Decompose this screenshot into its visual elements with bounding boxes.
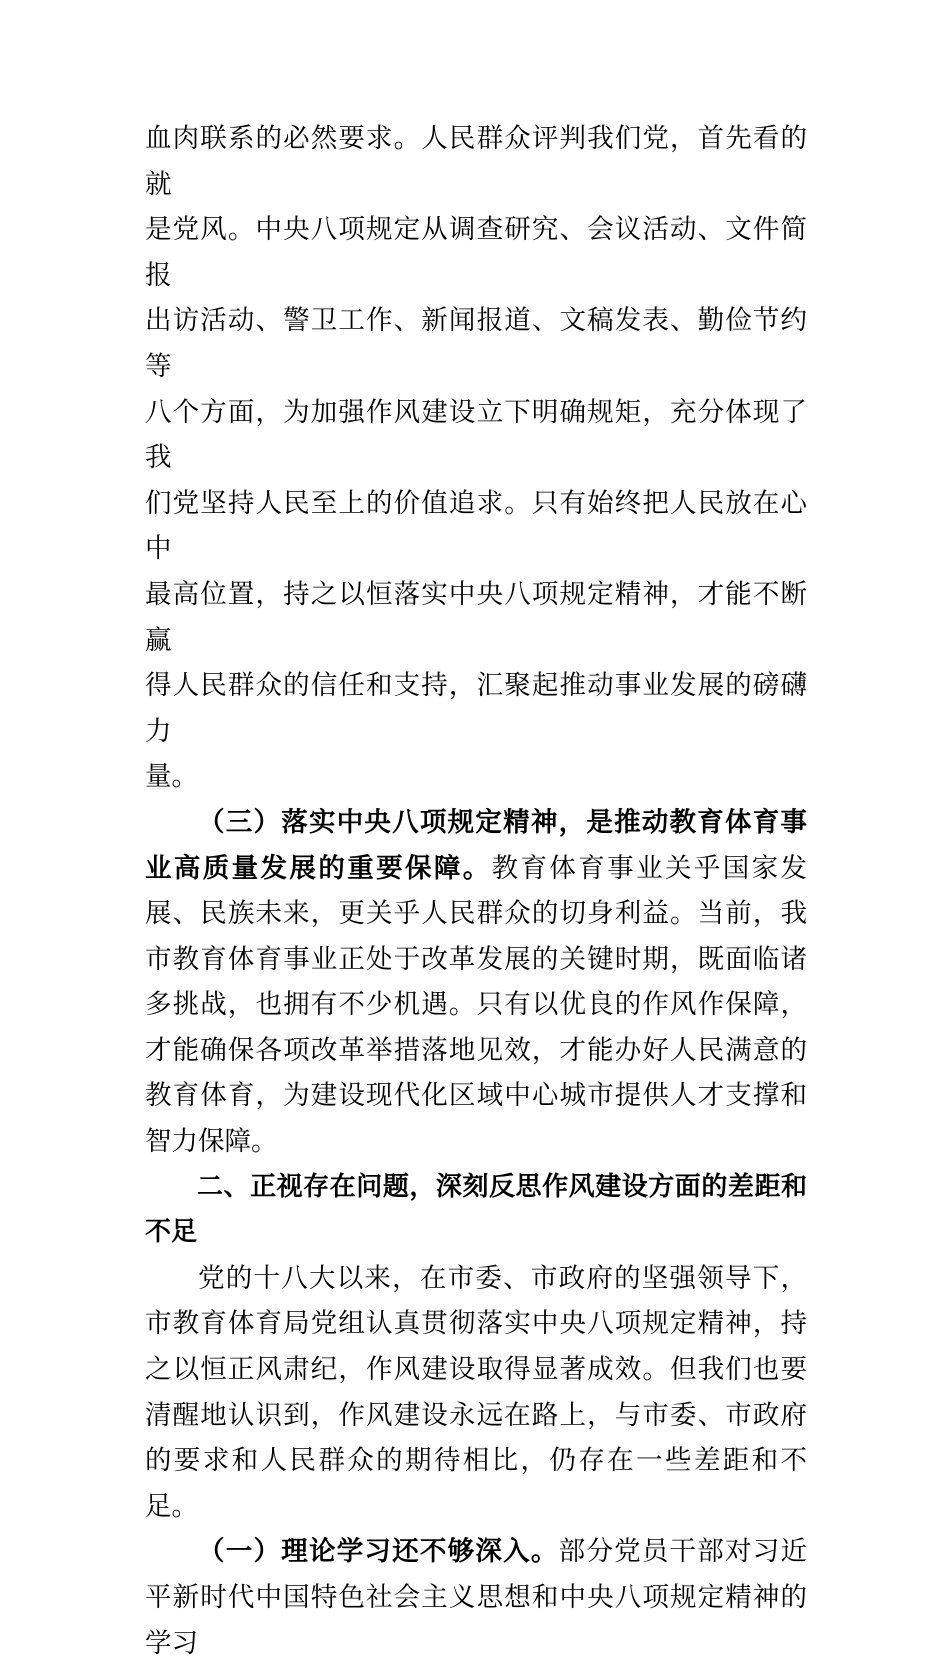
paragraph-section-three <box>145 800 807 1165</box>
text-line: 量。 <box>145 761 198 793</box>
section-heading: 二、正视存在问题，深刻反思作风建设方面的差距和不足 <box>145 1171 807 1248</box>
text-line: 最高位置，持之以恒落实中央八项规定精神，才能不断赢 <box>145 578 807 656</box>
paragraph-overview: 党的十八大以来，在市委、市政府的坚强领导下，市教育体育局党组认真贯彻落实中央八项规定精神，持之以恒正风肃纪，作风建设取得显著成效。但我们也要清醒地认识到，作风建设永远在路上，与市委、市政府的要求和人民群众的期待相比，仍存在一些差距和不足。 <box>145 1262 807 1522</box>
text-line: 是党风。中央八项规定从调查研究、会议活动、文件简报 <box>145 214 807 291</box>
paragraph-continuation <box>145 116 807 800</box>
paragraph-issue-one <box>145 1529 807 1666</box>
text-line: 出访活动、警卫工作、新闻报道、文稿发表、勤俭节约等 <box>145 305 807 382</box>
paragraph-body-text: 部分党员干部对习近平新时代中国特色社会主义思想和中央八项规定精神的学习 <box>145 1536 808 1659</box>
section-lead-text: （一）理论学习还不够深入。 <box>198 1536 559 1568</box>
text-line: 血肉联系的必然要求。人民群众评判我们党，首先看的就 <box>145 123 807 200</box>
text-line: 们党坚持人民至上的价值追求。只有始终把人民放在心中 <box>145 487 807 565</box>
paragraph-body-text: 教育体育事业关乎国家发展、民族未来，更关乎人民群众的切身利益。当前，我市教育体育事业正处于改革发展的关键时期，既面临诸多挑战，也拥有不少机遇。只有以优良的作风作保障，才能确保各项改革举措落地见效，才能办好人民满意的教育体育，为建设现代化区域中心城市提供人才支撑和智力保障。 <box>145 852 808 1158</box>
document-page <box>145 116 807 1666</box>
section-lead-text: （三）落实中央八项规定精神，是推动教育体育事业高质量发展的重要保障。 <box>145 806 807 884</box>
text-line: 八个方面，为加强作风建设立下明确规矩，充分体现了我 <box>145 396 807 474</box>
text-line: 得人民群众的信任和支持，汇聚起推动事业发展的磅礴力 <box>145 670 807 747</box>
